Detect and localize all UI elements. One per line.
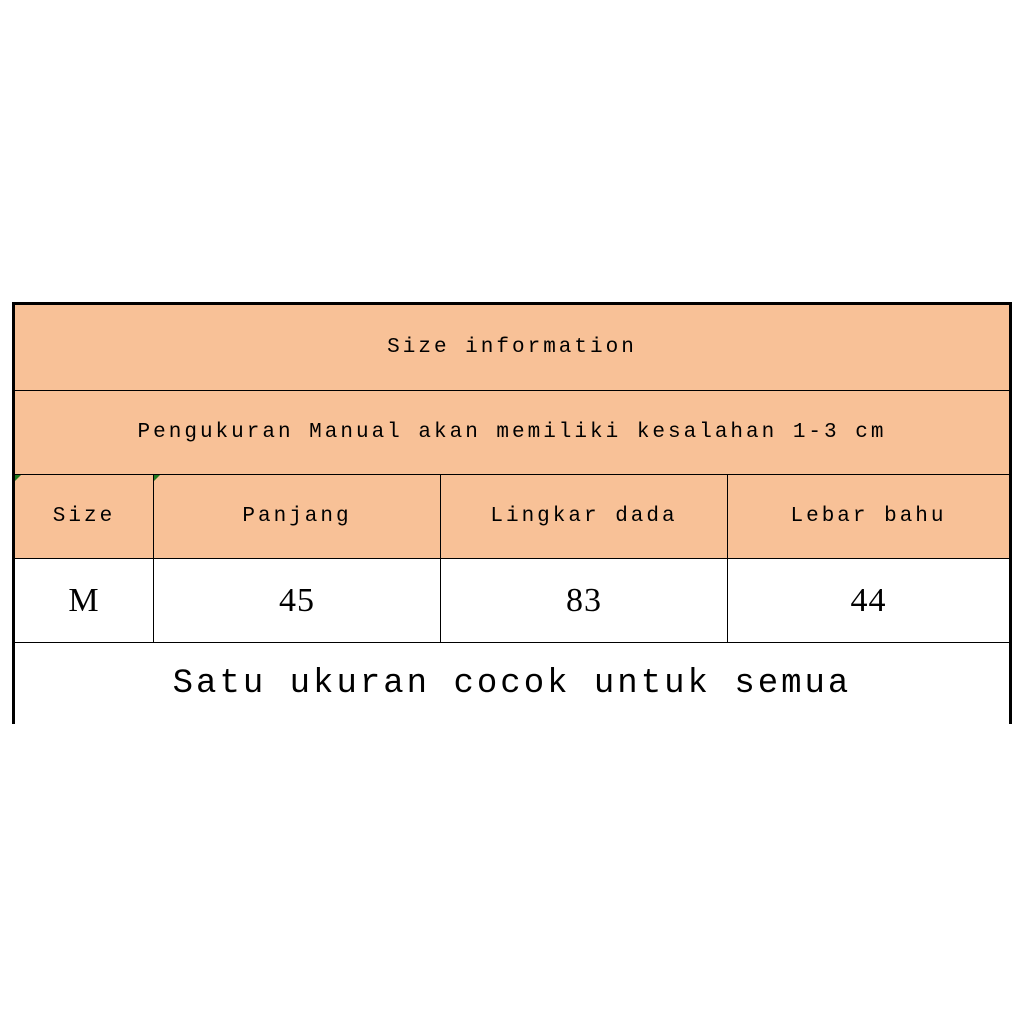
measurement-note: Pengukuran Manual akan memiliki kesalahan 1-3 cm (137, 421, 887, 444)
column-header-lingkar-dada (440, 475, 727, 558)
column-header-row (15, 474, 1009, 558)
table-footer-row (15, 642, 1009, 724)
table-title-row (15, 305, 1009, 390)
column-header-lebar-bahu (727, 475, 1009, 558)
column-header-panjang (153, 475, 440, 558)
column-header-size (15, 475, 153, 558)
table-title-cell (15, 305, 1009, 390)
table-footer-cell (15, 643, 1009, 724)
cell-panjang (153, 559, 440, 642)
column-header-label: Lingkar dada (490, 505, 678, 528)
cell-value: 83 (566, 581, 602, 619)
cell-lebar-bahu (727, 559, 1009, 642)
cell-value: 45 (279, 581, 315, 619)
table-row (15, 558, 1009, 642)
cell-lingkar-dada (440, 559, 727, 642)
column-header-label: Size (52, 505, 116, 528)
table-title: Size information (387, 336, 637, 359)
size-table (12, 302, 1012, 724)
table-note-cell (15, 391, 1009, 474)
column-header-label: Lebar bahu (790, 505, 947, 528)
cell-value: 44 (850, 581, 887, 619)
table-note-row (15, 390, 1009, 474)
cell-marker-icon (154, 475, 160, 481)
cell-value: M (68, 581, 100, 619)
cell-marker-icon (15, 475, 21, 481)
column-header-label: Panjang (242, 505, 352, 528)
fit-note: Satu ukuran cocok untuk semua (172, 664, 852, 703)
cell-size (15, 559, 153, 642)
